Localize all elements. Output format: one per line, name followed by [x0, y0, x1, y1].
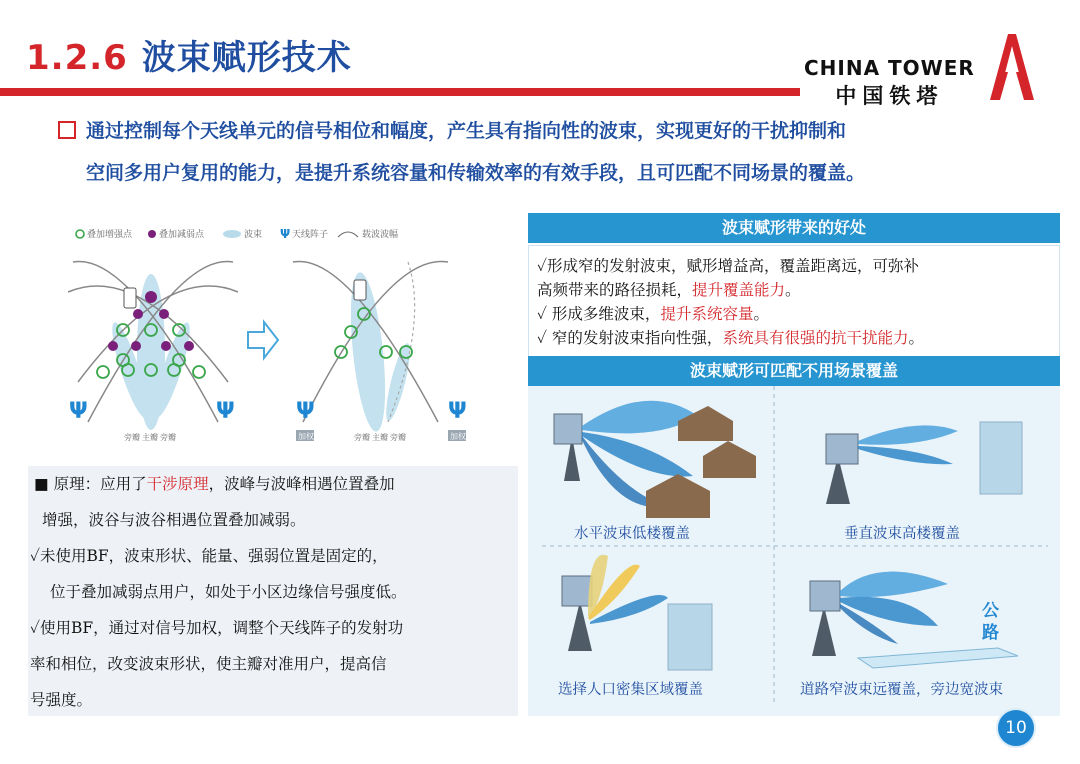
right-sidelobe-label-1: 旁瓣 [354, 433, 370, 442]
road-label-1: 公 [982, 601, 999, 621]
page-number: 10 [996, 708, 1036, 748]
arrow-right-icon [248, 322, 278, 358]
benefit-line-1b [537, 278, 801, 300]
diagram-legend [76, 227, 398, 241]
benefit-2-prefix: ✓ 形成多维波束， [537, 305, 661, 323]
scenes-header: 波束赋形可匹配不用场景覆盖 [528, 356, 1060, 386]
antenna-left-icon: Ψ [69, 399, 88, 424]
logo-chinese: 中国铁塔 [835, 84, 944, 108]
scene-4-caption: 道路窄波束远覆盖，旁边宽波束 [800, 682, 1003, 698]
scenes-illustration [528, 386, 1060, 716]
benefit-1b-suffix: 。 [785, 281, 801, 299]
benefit-line-3 [537, 326, 924, 348]
legend-antenna: 天线阵子 [292, 230, 329, 240]
scenes-panel [528, 386, 1060, 716]
diagram-left-unweighted [68, 261, 238, 442]
benefit-3-suffix: 。 [908, 329, 924, 347]
antenna-right-icon: Ψ [216, 399, 235, 424]
scene-horizontal-beam [554, 401, 756, 518]
square-bullet-icon [58, 121, 76, 139]
intro-line-1: 通过控制每个天线单元的信号相位和幅度，产生具有指向性的波束，实现更好的干扰抑制和 [86, 120, 847, 142]
benefit-line-2 [537, 302, 769, 324]
road-label-2: 路 [982, 623, 999, 643]
logo-english: CHINA TOWER [804, 56, 975, 80]
benefit-coverage-highlight: 提升覆盖能力 [692, 281, 786, 299]
principle-line-5: ✓使用BF，通过对信号加权，调整个天线阵子的发射功 [30, 619, 404, 637]
header-divider [0, 88, 800, 96]
antenna-weighted-right-icon: Ψ [448, 399, 467, 424]
principle-suffix: ，波峰与波峰相遇位置叠加 [208, 475, 395, 493]
principle-prefix: 原理：应用了 [53, 475, 147, 493]
principle-line-1 [34, 472, 395, 494]
principle-line-7: 号强度。 [30, 691, 93, 709]
page-title [26, 30, 352, 79]
right-sidelobe-label-2: 旁瓣 [390, 433, 406, 442]
principle-line-4: 位于叠加减弱点用户，如处于小区边缘信号强度低。 [50, 583, 407, 601]
legend-enhance: 叠加增强点 [87, 230, 133, 240]
scene-vertical-beam [826, 422, 1022, 504]
benefit-line-1a: ✓形成窄的发射波束，赋形增益高，覆盖距离远，可弥补 [537, 257, 919, 275]
weight-label-left: 加权 [298, 432, 314, 441]
company-logo-text [804, 56, 975, 110]
diagram-right-weighted [293, 261, 467, 442]
legend-beam: 波束 [244, 230, 263, 240]
scene-dense-area [562, 555, 712, 670]
right-mainlobe-label: 主瓣 [372, 433, 388, 442]
left-sidelobe-label-2: 旁瓣 [160, 433, 176, 442]
antenna-weighted-left-icon: Ψ [296, 399, 315, 424]
benefits-header: 波束赋形带来的好处 [528, 213, 1060, 243]
benefits-panel [528, 245, 1060, 357]
principle-line-6: 率和相位，改变波束形状，使主瓣对准用户，提高信 [30, 655, 387, 673]
interference-highlight: 干涉原理 [146, 475, 209, 493]
left-sidelobe-label-1: 旁瓣 [124, 433, 140, 442]
benefit-capacity-highlight: 提升系统容量 [660, 305, 754, 323]
benefit-3-prefix: ✓ 窄的发射波束指向性强， [537, 329, 723, 347]
principle-line-2: 增强，波谷与波谷相遇位置叠加减弱。 [42, 511, 306, 529]
title-text: 波束赋形技术 [141, 38, 352, 78]
weight-label-right: 加权 [450, 432, 466, 441]
principle-panel [28, 466, 518, 716]
beamforming-diagram [68, 222, 488, 452]
benefit-interference-highlight: 系统具有很强的抗干扰能力 [722, 329, 909, 347]
black-square-bullet-icon: ■ [34, 475, 49, 493]
scene-1-caption: 水平波束低楼覆盖 [574, 526, 690, 542]
intro-line-2: 空间多用户复用的能力，是提升系统容量和传输效率的有效手段，且可匹配不同场景的覆盖。 [86, 162, 866, 184]
antenna-icon: Ψ [280, 227, 291, 241]
benefit-1b-prefix: 高频带来的路径损耗， [537, 281, 693, 299]
legend-carrier: 载波波幅 [362, 230, 399, 240]
benefit-2-suffix: 。 [753, 305, 769, 323]
left-mainlobe-label: 主瓣 [142, 433, 158, 442]
legend-weaken: 叠加减弱点 [159, 230, 205, 240]
scene-3-caption: 选择人口密集区域覆盖 [558, 682, 703, 698]
scene-2-caption: 垂直波束高楼覆盖 [844, 526, 960, 542]
principle-line-3: ✓未使用BF，波束形状、能量、强弱位置是固定的， [30, 547, 388, 565]
section-number: 1.2.6 [26, 38, 128, 78]
china-tower-logo-icon [986, 32, 1036, 102]
